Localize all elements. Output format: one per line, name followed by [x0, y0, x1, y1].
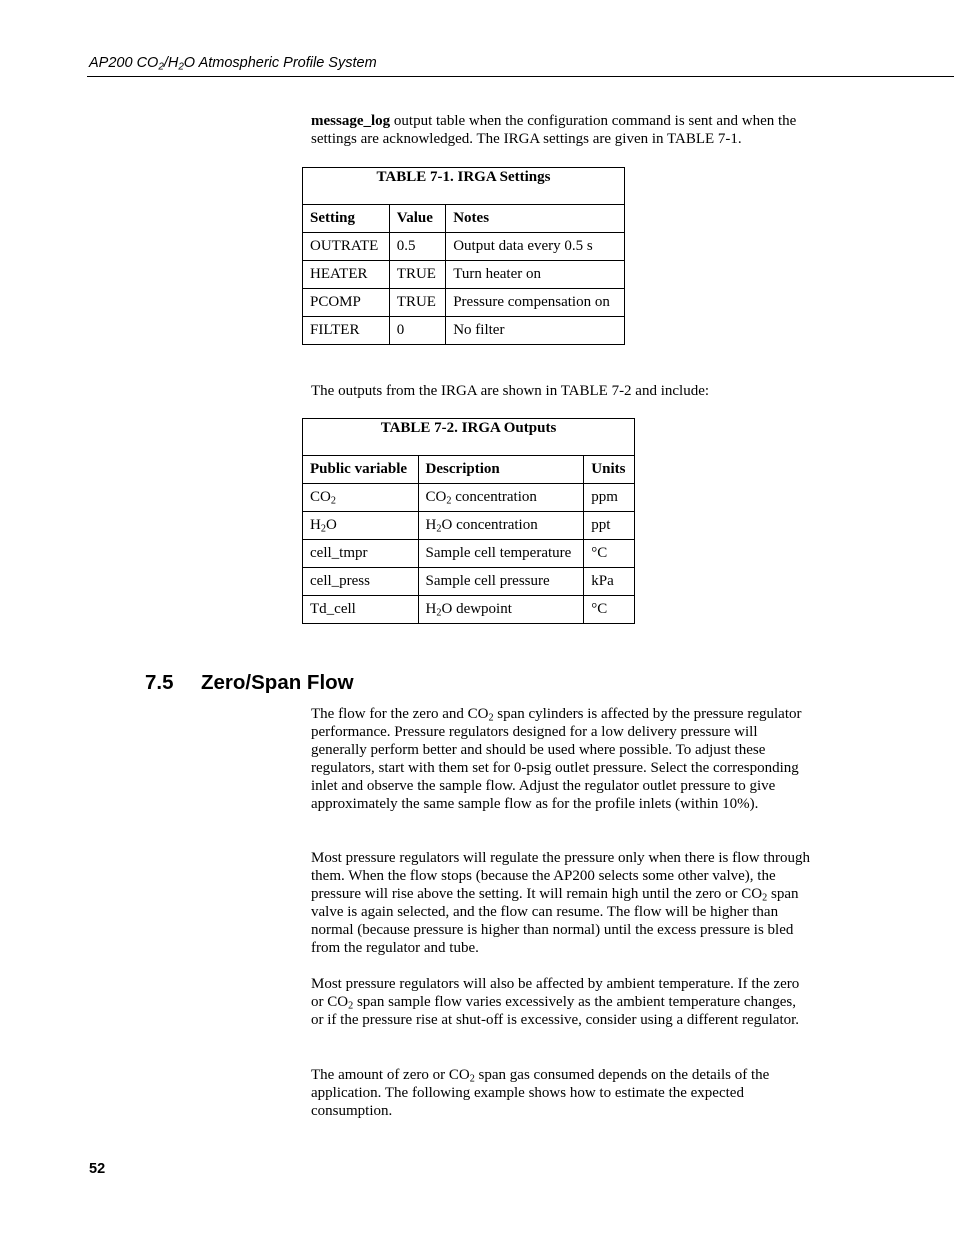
table-caption: TABLE 7-2. IRGA Outputs: [303, 419, 635, 456]
cell-subscript: 2: [436, 607, 442, 619]
table-row: [303, 596, 635, 624]
cell-subscript: 2: [330, 495, 336, 507]
page-number: 52: [89, 1161, 106, 1177]
table-cell: PCOMP: [303, 289, 390, 317]
table-cell: No filter: [446, 317, 625, 345]
body-paragraph: [311, 849, 811, 957]
table-row: [303, 261, 625, 289]
cell-text: H: [425, 601, 437, 617]
table-cell: [303, 512, 419, 540]
outputs-intro-paragraph: The outputs from the IRGA are shown in TABLE 7-2 and include:: [311, 383, 710, 399]
table-cell: [303, 596, 419, 624]
table-row: [303, 512, 635, 540]
table-cell: HEATER: [303, 261, 390, 289]
cell-text: O: [325, 517, 337, 533]
table-caption-row: [303, 168, 625, 205]
header-rule: [87, 76, 954, 77]
paragraph-text: span gas consumed depends on the details of the application. The following example shows how to estimate the expected consumption.: [311, 1067, 770, 1119]
intro-paragraph: [311, 112, 811, 148]
cell-text: cell_press: [310, 573, 370, 589]
table-cell: [418, 540, 584, 568]
running-header: [89, 55, 954, 71]
cell-text: CO: [425, 489, 447, 505]
cell-text: O concentration: [441, 517, 538, 533]
cell-text: H: [425, 517, 437, 533]
table-cell: [303, 568, 419, 596]
paragraph-subscript: 2: [348, 1000, 354, 1012]
column-header: Units: [584, 456, 635, 484]
paragraph-text: The amount of zero or CO: [311, 1067, 470, 1083]
cell-text: CO: [310, 489, 331, 505]
cell-text: Sample cell pressure: [425, 573, 550, 589]
table-cell: TRUE: [389, 261, 445, 289]
cell-text: O dewpoint: [441, 601, 512, 617]
header-subscript: 2: [158, 61, 164, 73]
table-cell: 0: [389, 317, 445, 345]
table-cell: [418, 484, 584, 512]
paragraph-text: The flow for the zero and CO: [311, 706, 489, 722]
cell-text: Td_cell: [310, 601, 356, 617]
table-cell: TRUE: [389, 289, 445, 317]
table-row: [303, 540, 635, 568]
table-row: [303, 317, 625, 345]
table-cell: Output data every 0.5 s: [446, 233, 625, 261]
section-title: Zero/Span Flow: [201, 671, 354, 694]
cell-text: Sample cell temperature: [425, 545, 572, 561]
cell-subscript: 2: [436, 523, 442, 535]
table-header-row: [303, 456, 635, 484]
table-row: [303, 233, 625, 261]
table-cell: [418, 596, 584, 624]
table-cell: Pressure compensation on: [446, 289, 625, 317]
table-row: [303, 568, 635, 596]
body-paragraph: [311, 1066, 811, 1120]
paragraph-subscript: 2: [469, 1073, 475, 1085]
table-cell: OUTRATE: [303, 233, 390, 261]
header-text: /H: [163, 55, 179, 71]
body-paragraph: [311, 705, 811, 813]
paragraph-subscript: 2: [762, 892, 768, 904]
table-cell: [418, 512, 584, 540]
paragraph-text: Most pressure regulators will also be affected by ambient temperature. If the zero or CO: [311, 976, 800, 1010]
table-row: [303, 289, 625, 317]
cell-subscript: 2: [446, 495, 452, 507]
cell-text: H: [310, 517, 321, 533]
table-cell: ppt: [584, 512, 635, 540]
paragraph-text: span valve is again selected, and the flow can resume. The flow will be higher than normal (because pressure is higher than normal) until the excess pressure is bled from the regulator and tube.: [311, 886, 799, 956]
table-cell: ppm: [584, 484, 635, 512]
header-text: AP200 CO: [89, 55, 159, 71]
table-caption: TABLE 7-1. IRGA Settings: [303, 168, 625, 205]
intro-bold-term: message_log: [311, 113, 391, 129]
header-subscript: 2: [178, 61, 184, 73]
table-caption-row: [303, 419, 635, 456]
irga-outputs-table: [302, 418, 635, 624]
section-number: 7.5: [145, 671, 174, 694]
table-header-row: [303, 205, 625, 233]
header-text: O Atmospheric Profile System: [183, 55, 377, 71]
paragraph-text: span sample flow varies excessively as the ambient temperature changes, or if the pressure rise at shut-off is excessive, consider using a different regulator.: [311, 994, 800, 1028]
table-cell: °C: [584, 596, 635, 624]
cell-subscript: 2: [320, 523, 326, 535]
intro-text: output table when the configuration command is sent and when the settings are acknowledged. The IRGA settings are given in TABLE 7-1.: [311, 113, 797, 147]
column-header: Setting: [303, 205, 390, 233]
table-cell: FILTER: [303, 317, 390, 345]
table-row: [303, 484, 635, 512]
cell-text: concentration: [451, 489, 537, 505]
paragraph-subscript: 2: [488, 712, 494, 724]
column-header: Value: [389, 205, 445, 233]
body-paragraph: [311, 975, 811, 1029]
section-heading: [145, 671, 354, 695]
cell-text: cell_tmpr: [310, 545, 368, 561]
paragraph-text: span cylinders is affected by the pressure regulator performance. Pressure regulators designed for a low delivery pressure will generally perform better and should be used where possible. To adjust these regulators, start with them set for 0-psig outlet pressure. Select the corresponding inlet and observe the sample flow. Adjust the regulator outlet pressure to give approximately the same sample flow as for the profile inlets (within 10%).: [311, 706, 802, 812]
table-cell: [303, 540, 419, 568]
table-cell: 0.5: [389, 233, 445, 261]
column-header: Notes: [446, 205, 625, 233]
table-cell: Turn heater on: [446, 261, 625, 289]
table-cell: [303, 484, 419, 512]
table-cell: kPa: [584, 568, 635, 596]
column-header: Public variable: [303, 456, 419, 484]
column-header: Description: [418, 456, 584, 484]
irga-settings-table: [302, 167, 625, 345]
table-cell: [418, 568, 584, 596]
paragraph-text: Most pressure regulators will regulate the pressure only when there is flow through them. When the flow stops (because the AP200 selects some other valve), the pressure will rise above the setting. It will remain high until the zero or CO: [311, 850, 811, 902]
table-cell: °C: [584, 540, 635, 568]
